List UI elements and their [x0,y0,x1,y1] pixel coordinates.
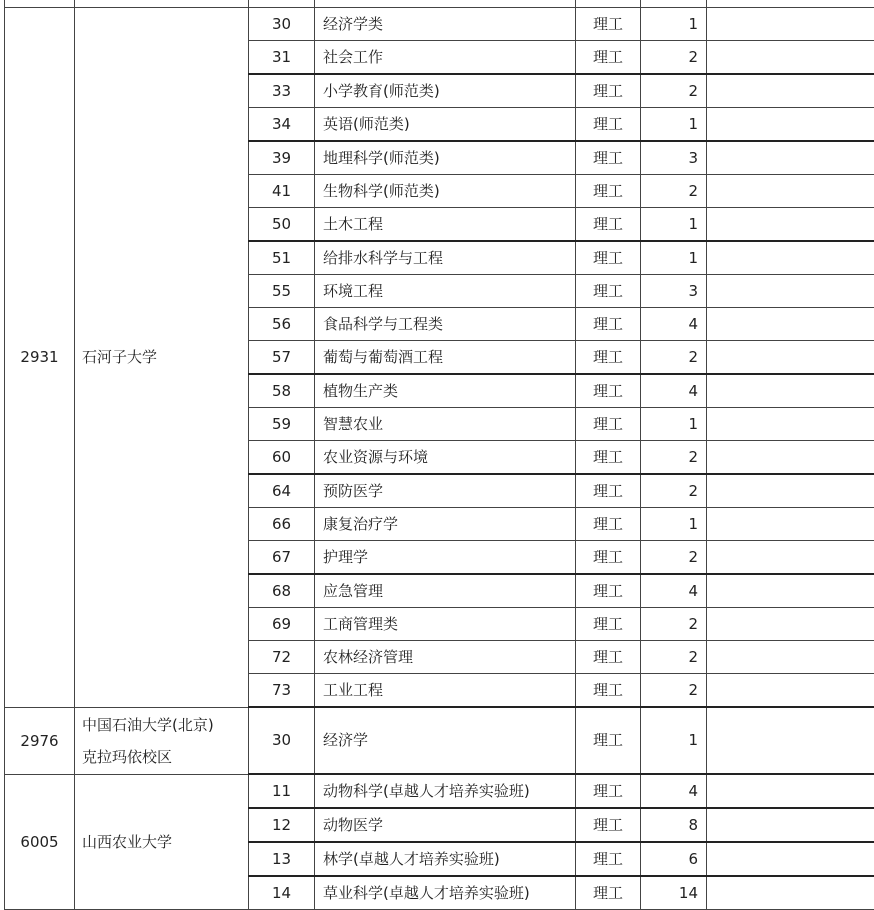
plan-count-cell: 2 [641,74,707,108]
remark-cell [707,8,874,41]
major-name-cell: 林学(卓越人才培养实验班) [315,842,576,876]
category-cell: 理工 [576,408,641,441]
major-name-cell: 草业科学(卓越人才培养实验班) [315,876,576,910]
category-cell: 理工 [576,141,641,175]
major-name-cell: 生物科学(师范类) [315,175,576,208]
major-code-cell: 41 [249,175,315,208]
remark-cell [707,341,874,375]
category-cell: 理工 [576,474,641,508]
school-name-cell [75,774,249,910]
plan-count-cell: 2 [641,441,707,475]
table-cell-cropped [641,0,707,8]
major-name-cell: 给排水科学与工程 [315,241,576,275]
plan-count-cell: 2 [641,641,707,674]
plan-count-cell: 1 [641,208,707,242]
plan-count-cell: 6 [641,842,707,876]
school-code-cell: 2931 [5,8,75,708]
table-row [5,774,874,808]
remark-cell [707,374,874,408]
major-code-cell: 13 [249,842,315,876]
major-name-cell: 动物科学(卓越人才培养实验班) [315,774,576,808]
category-cell: 理工 [576,241,641,275]
plan-count-cell: 8 [641,808,707,842]
major-code-cell: 60 [249,441,315,475]
major-name-cell: 预防医学 [315,474,576,508]
category-cell: 理工 [576,842,641,876]
plan-count-cell: 1 [641,241,707,275]
major-name-cell: 护理学 [315,541,576,575]
remark-cell [707,74,874,108]
category-cell: 理工 [576,41,641,75]
school-name-cell [75,707,249,774]
major-name-cell: 经济学 [315,707,576,774]
major-name-cell: 环境工程 [315,275,576,308]
school-name-line: 中国石油大学(北京) [82,709,248,741]
plan-count-cell: 4 [641,774,707,808]
plan-count-cell: 14 [641,876,707,910]
remark-cell [707,842,874,876]
plan-count-cell: 4 [641,574,707,608]
major-name-cell: 智慧农业 [315,408,576,441]
major-code-cell: 67 [249,541,315,575]
remark-cell [707,608,874,641]
category-cell: 理工 [576,108,641,142]
category-cell: 理工 [576,208,641,242]
plan-count-cell: 2 [641,175,707,208]
category-cell: 理工 [576,175,641,208]
major-code-cell: 34 [249,108,315,142]
plan-count-cell: 2 [641,41,707,75]
school-name-line: 克拉玛依校区 [82,741,248,773]
table-cell-cropped [707,0,874,8]
major-code-cell: 72 [249,641,315,674]
plan-count-cell: 3 [641,275,707,308]
plan-count-cell: 1 [641,408,707,441]
major-code-cell: 56 [249,308,315,341]
remark-cell [707,441,874,475]
category-cell: 理工 [576,308,641,341]
major-name-cell: 植物生产类 [315,374,576,408]
major-name-cell: 英语(师范类) [315,108,576,142]
category-cell: 理工 [576,608,641,641]
remark-cell [707,641,874,674]
major-name-cell: 应急管理 [315,574,576,608]
table-cell-cropped [249,0,315,8]
category-cell: 理工 [576,441,641,475]
remark-cell [707,108,874,142]
major-name-cell: 土木工程 [315,208,576,242]
major-name-cell: 动物医学 [315,808,576,842]
remark-cell [707,208,874,242]
remark-cell [707,408,874,441]
remark-cell [707,175,874,208]
plan-count-cell: 4 [641,374,707,408]
category-cell: 理工 [576,808,641,842]
remark-cell [707,508,874,541]
major-code-cell: 30 [249,707,315,774]
major-name-cell: 地理科学(师范类) [315,141,576,175]
major-name-cell: 农业资源与环境 [315,441,576,475]
major-name-cell: 葡萄与葡萄酒工程 [315,341,576,375]
major-code-cell: 58 [249,374,315,408]
table-body [5,0,874,910]
category-cell: 理工 [576,674,641,708]
major-code-cell: 30 [249,8,315,41]
category-cell: 理工 [576,275,641,308]
major-code-cell: 51 [249,241,315,275]
major-name-cell: 农林经济管理 [315,641,576,674]
major-name-cell: 经济学类 [315,8,576,41]
plan-count-cell: 1 [641,508,707,541]
plan-count-cell: 1 [641,707,707,774]
major-name-cell: 工业工程 [315,674,576,708]
remark-cell [707,241,874,275]
plan-count-cell: 1 [641,8,707,41]
category-cell: 理工 [576,774,641,808]
major-name-cell: 小学教育(师范类) [315,74,576,108]
major-code-cell: 64 [249,474,315,508]
category-cell: 理工 [576,8,641,41]
remark-cell [707,774,874,808]
table-cell-cropped [5,0,75,8]
remark-cell [707,707,874,774]
major-code-cell: 11 [249,774,315,808]
remark-cell [707,474,874,508]
table-row [5,707,874,774]
major-code-cell: 55 [249,275,315,308]
category-cell: 理工 [576,508,641,541]
category-cell: 理工 [576,341,641,375]
remark-cell [707,808,874,842]
major-code-cell: 69 [249,608,315,641]
plan-count-cell: 2 [641,674,707,708]
category-cell: 理工 [576,541,641,575]
major-code-cell: 12 [249,808,315,842]
major-name-cell: 食品科学与工程类 [315,308,576,341]
table-row [5,8,874,41]
school-name-cell [75,8,249,708]
admission-plan-table [4,0,874,910]
major-code-cell: 59 [249,408,315,441]
table-row-cropped [5,0,874,8]
major-code-cell: 39 [249,141,315,175]
remark-cell [707,41,874,75]
major-code-cell: 68 [249,574,315,608]
remark-cell [707,574,874,608]
remark-cell [707,308,874,341]
major-name-cell: 康复治疗学 [315,508,576,541]
major-code-cell: 50 [249,208,315,242]
major-code-cell: 31 [249,41,315,75]
table-cell-cropped [75,0,249,8]
remark-cell [707,876,874,910]
school-code-cell: 6005 [5,774,75,910]
remark-cell [707,541,874,575]
category-cell: 理工 [576,74,641,108]
major-code-cell: 57 [249,341,315,375]
major-code-cell: 73 [249,674,315,708]
plan-count-cell: 4 [641,308,707,341]
plan-count-cell: 2 [641,608,707,641]
school-name-line: 石河子大学 [82,341,248,373]
category-cell: 理工 [576,707,641,774]
major-name-cell: 社会工作 [315,41,576,75]
remark-cell [707,674,874,708]
major-code-cell: 66 [249,508,315,541]
table-cell-cropped [315,0,576,8]
major-code-cell: 14 [249,876,315,910]
table-cell-cropped [576,0,641,8]
remark-cell [707,141,874,175]
plan-count-cell: 1 [641,108,707,142]
major-name-cell: 工商管理类 [315,608,576,641]
category-cell: 理工 [576,374,641,408]
plan-count-cell: 2 [641,541,707,575]
plan-count-cell: 2 [641,474,707,508]
remark-cell [707,275,874,308]
category-cell: 理工 [576,574,641,608]
category-cell: 理工 [576,641,641,674]
major-code-cell: 33 [249,74,315,108]
school-name-line: 山西农业大学 [82,826,248,858]
plan-count-cell: 3 [641,141,707,175]
school-code-cell: 2976 [5,707,75,774]
category-cell: 理工 [576,876,641,910]
plan-count-cell: 2 [641,341,707,375]
